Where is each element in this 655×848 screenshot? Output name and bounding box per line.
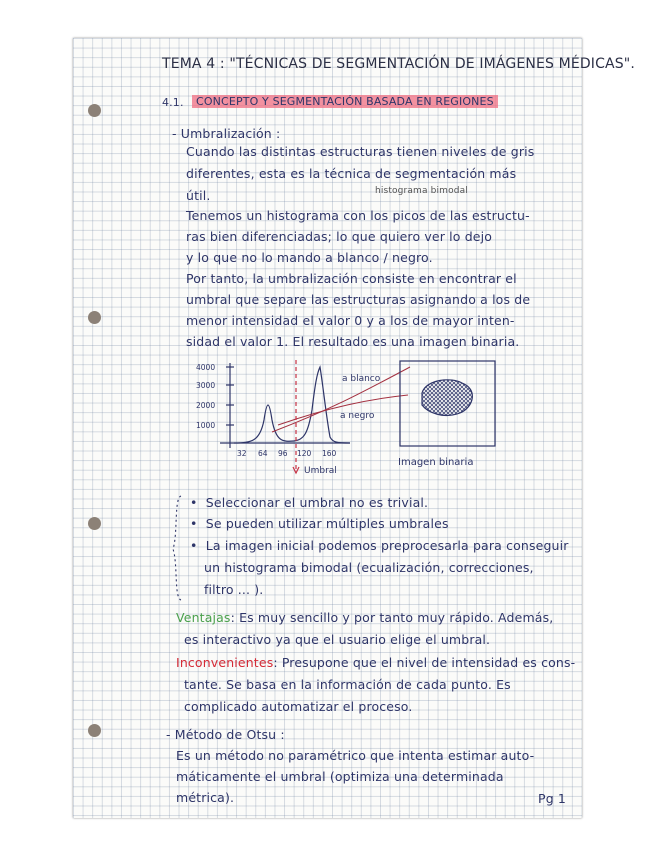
bullet-3: • La imagen inicial podemos preprocesarla para conseguir bbox=[190, 538, 569, 553]
bullet-bracket bbox=[170, 494, 184, 604]
otsu-line-2: máticamente el umbral (optimiza una determinada bbox=[176, 769, 504, 784]
y-tick-1000: 1000 bbox=[196, 421, 216, 430]
label-umbral: Umbral bbox=[304, 466, 337, 476]
inconvenientes-line-2: tante. Se basa en la información de cada punto. Es bbox=[184, 677, 511, 692]
umbral-line-7: Por tanto, la umbralización consiste en encontrar el bbox=[186, 271, 517, 286]
otsu-heading: - Método de Otsu : bbox=[166, 727, 285, 742]
umbral-line-6: y lo que no lo mando a blanco / negro. bbox=[186, 250, 433, 265]
label-a-negro: a negro bbox=[340, 411, 375, 421]
y-tick-2000: 2000 bbox=[196, 401, 216, 410]
umbral-line-4: Tenemos un histograma con los picos de las estructu- bbox=[186, 208, 530, 223]
bullet-2: • Se pueden utilizar múltiples umbrales bbox=[190, 516, 449, 531]
x-tick-32: 32 bbox=[237, 449, 247, 458]
binary-blob bbox=[422, 380, 472, 416]
page-number: Pg 1 bbox=[538, 791, 566, 806]
section-heading: CONCEPTO Y SEGMENTACIÓN BASADA EN REGIONES bbox=[192, 95, 498, 108]
x-tick-160: 160 bbox=[322, 449, 337, 458]
inconvenientes-label: Inconvenientes bbox=[176, 655, 274, 670]
x-tick-96: 96 bbox=[278, 449, 288, 458]
binder-hole-4 bbox=[88, 724, 101, 737]
label-imagen-binaria: Imagen binaria bbox=[398, 457, 474, 468]
umbral-line-8: umbral que separe las estructuras asignando a los de bbox=[186, 292, 531, 307]
bullet-3-cont-2: filtro ... ). bbox=[204, 582, 264, 597]
umbral-line-10: sidad el valor 1. El resultado es una imagen binaria. bbox=[186, 334, 520, 349]
umbral-line-5: ras bien diferenciadas; lo que quiero ver lo dejo bbox=[186, 229, 493, 244]
label-a-blanco: a blanco bbox=[342, 374, 381, 384]
umbral-line-9: menor intensidad el valor 0 y a los de mayor inten- bbox=[186, 313, 515, 328]
annotation-bimodal: histograma bimodal bbox=[375, 186, 468, 196]
y-tick-3000: 3000 bbox=[196, 381, 216, 390]
binder-hole-2 bbox=[88, 311, 101, 324]
x-tick-120: 120 bbox=[297, 449, 312, 458]
umbral-line-3: útil. bbox=[186, 188, 211, 203]
binder-hole-1 bbox=[88, 104, 101, 117]
otsu-line-3: métrica). bbox=[176, 790, 235, 805]
y-tick-4000: 4000 bbox=[196, 363, 216, 372]
bullet-3-cont-1: un histograma bimodal (ecualización, correcciones, bbox=[204, 560, 534, 575]
bullet-1: • Seleccionar el umbral no es trivial. bbox=[190, 495, 429, 510]
umbral-line-2: diferentes, esta es la técnica de segmentación más bbox=[186, 166, 517, 181]
ventajas-line-1: Ventajas: Es muy sencillo y por tanto muy rápido. Además, bbox=[176, 610, 554, 625]
section-number: 4.1. bbox=[162, 96, 184, 109]
inconvenientes-line-1: Inconvenientes: Presupone que el nivel de intensidad es cons- bbox=[176, 655, 576, 670]
page-title: TEMA 4 : "TÉCNICAS DE SEGMENTACIÓN DE IMÁGENES MÉDICAS". bbox=[162, 56, 635, 72]
inconvenientes-line-3: complicado automatizar el proceso. bbox=[184, 699, 413, 714]
x-tick-64: 64 bbox=[258, 449, 268, 458]
umbral-line-1: Cuando las distintas estructuras tienen niveles de gris bbox=[186, 144, 535, 159]
umbralizacion-heading: - Umbralización : bbox=[172, 126, 281, 141]
hist-curve bbox=[234, 367, 350, 443]
histogram-figure bbox=[190, 355, 510, 490]
otsu-line-1: Es un método no paramétrico que intenta estimar auto- bbox=[176, 748, 535, 763]
binder-hole-3 bbox=[88, 517, 101, 530]
arrow-white-line bbox=[272, 367, 410, 432]
ventajas-label: Ventajas bbox=[176, 610, 231, 625]
ventajas-line-2: es interactivo ya que el usuario elige el umbral. bbox=[184, 632, 491, 647]
